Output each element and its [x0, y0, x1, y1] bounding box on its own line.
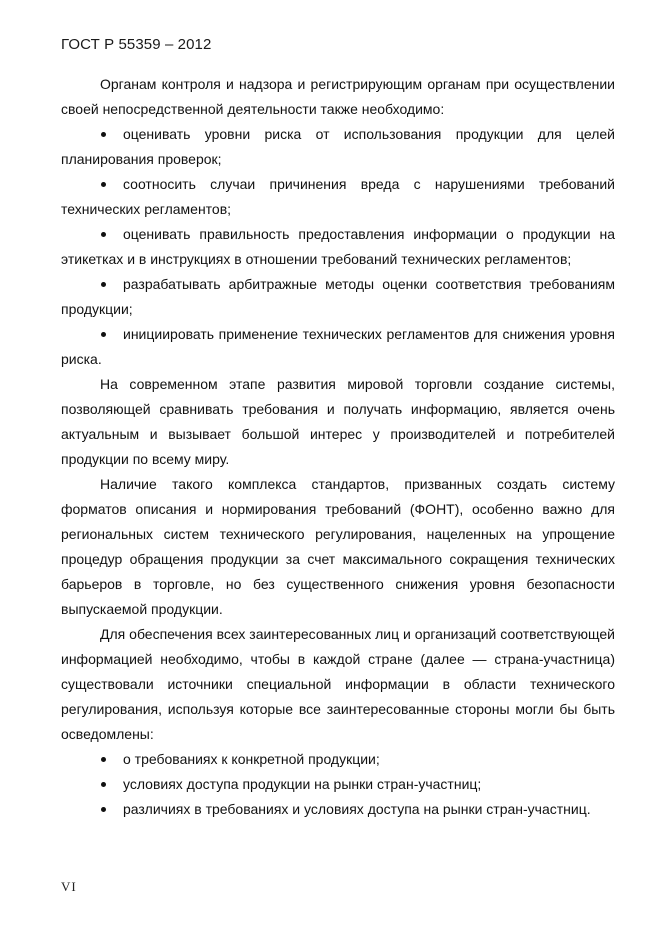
- document-body: [61, 72, 615, 822]
- paragraph-information: Для обеспечения всех заинтересованных лиц и организаций соответствующей информацией необходимо, чтобы в каждой стране (далее — страна-участница) существовали источники специальной информации в области технического регулирования, используя которые все заинтересованные стороны могли бы быть осведомлены:: [61, 626, 615, 742]
- list-item-text: оценивать уровни риска от использования продукции для целей планирования проверок;: [61, 126, 615, 167]
- bullet-icon: [101, 757, 106, 762]
- list-item-text: оценивать правильность предоставления информации о продукции на этикетках и в инструкциях в отношении требований технических регламентов;: [61, 226, 615, 267]
- list-item: [61, 797, 615, 822]
- list-item-text: разрабатывать арбитражные методы оценки соответствия требованиям продукции;: [61, 276, 615, 317]
- list-item: [61, 272, 615, 322]
- page-number: VI: [61, 879, 77, 894]
- list-item-text: условиях доступа продукции на рынки стран-участниц;: [123, 776, 482, 792]
- bullet-icon: [101, 132, 106, 137]
- bullet-list-1: [61, 122, 615, 372]
- bullet-icon: [101, 232, 106, 237]
- bullet-icon: [101, 282, 106, 287]
- bullet-icon: [101, 782, 106, 787]
- bullet-icon: [101, 807, 106, 812]
- bullet-icon: [101, 182, 106, 187]
- list-item: [61, 747, 615, 772]
- bullet-list-2: [61, 747, 615, 822]
- paragraph-trade: На современном этапе развития мировой торговли создание системы, позволяющей сравнивать требования и получать информацию, является очень актуальным и вызывает большой интерес у производителей и потребителей продукции по всему миру.: [61, 376, 615, 467]
- list-item: [61, 222, 615, 272]
- list-item-text: инициировать применение технических регламентов для снижения уровня риска.: [61, 326, 615, 367]
- bullet-icon: [101, 332, 106, 337]
- list-item-text: о требованиях к конкретной продукции;: [123, 751, 380, 767]
- document-header: ГОСТ Р 55359 – 2012: [61, 36, 212, 53]
- paragraph-font-system: Наличие такого комплекса стандартов, призванных создать систему форматов описания и нормирования требований (ФОНТ), особенно важно для региональных систем технического регулирования, нацеленных на упрощение процедур обращения продукции за счет максимального сокращения технических барьеров в торговле, но без существенного снижения уровня безопасности выпускаемой продукции.: [61, 476, 615, 617]
- list-item: [61, 772, 615, 797]
- list-item: [61, 322, 615, 372]
- list-item-text: различиях в требованиях и условиях доступа на рынки стран-участниц.: [123, 801, 591, 817]
- list-item: [61, 122, 615, 172]
- list-item-text: соотносить случаи причинения вреда с нарушениями требований технических регламентов;: [61, 176, 615, 217]
- paragraph-intro: Органам контроля и надзора и регистрирующим органам при осуществлении своей непосредственной деятельности также необходимо:: [61, 76, 615, 117]
- list-item: [61, 172, 615, 222]
